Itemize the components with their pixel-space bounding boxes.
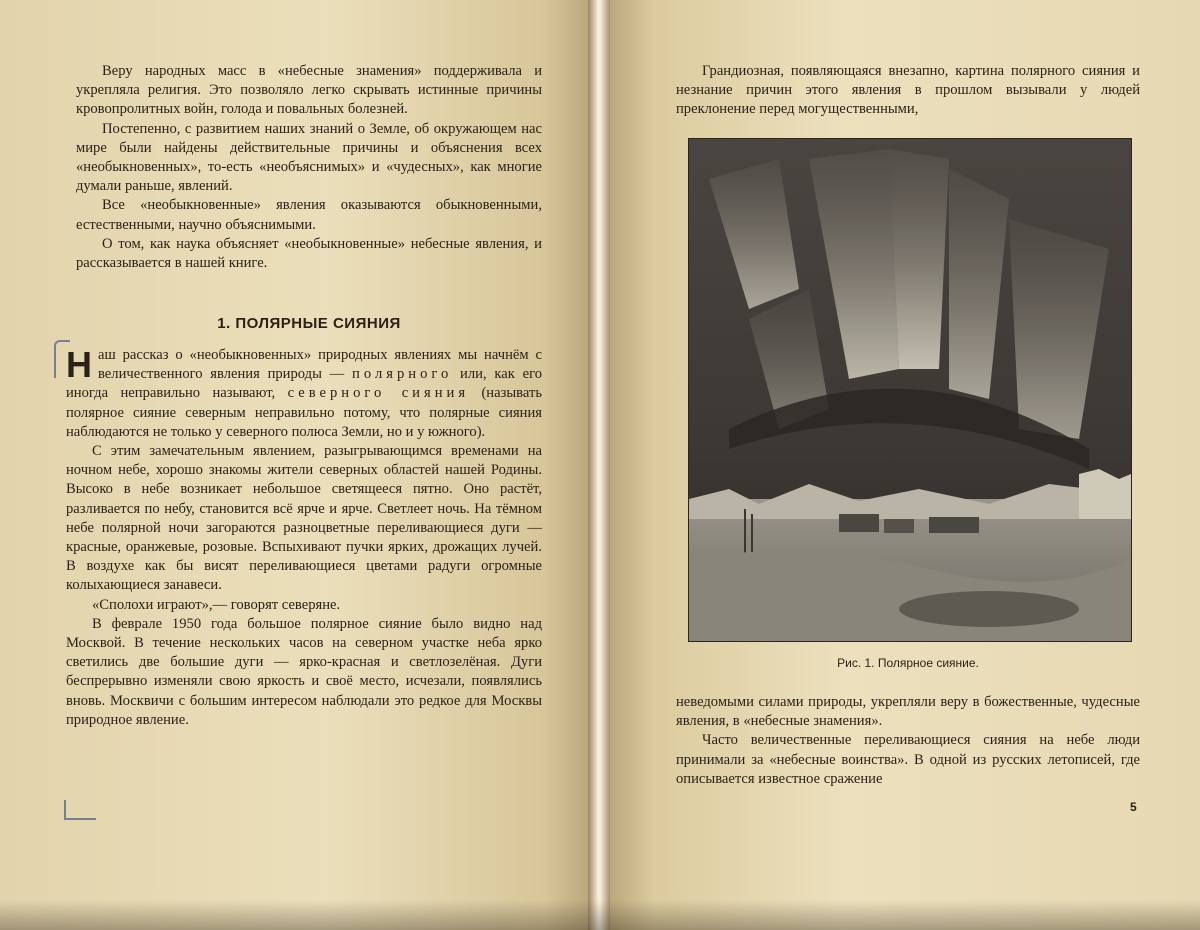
right-bottom-text xyxy=(676,693,1140,789)
page-bottom-shadow xyxy=(0,900,1200,930)
body-paragraph: Грандиозная, появляющаяся внезапно, картина полярного сияния и незнание причин этого явления в прошлом вызывали у людей преклонение перед могущественными, xyxy=(676,63,1140,118)
term-polar: полярного xyxy=(352,366,453,383)
aurora-illustration xyxy=(688,138,1132,642)
body-paragraph: неведомыми силами природы, укрепляли веру в божественные, чудесные явления, в «небесные знамения». xyxy=(676,694,1140,730)
dropcap: Н xyxy=(66,344,92,385)
body-paragraph: С этим замечательным явлением, разыгрывающимся временами на ночном небе, хорошо знакомы жители северных областей нашей Родины. Высоко в небе возникает небольшое светящееся пятно. Оно растёт, разливается по небу, становится всё ярче и ярче. Светлеет ночь. На тёмном небе полярной ночи загораются разноцветные переливающиеся дуги — красные, оранжевые, розовые. Вспыхивают пучки ярких, дрожащих лучей. В воздухе как бы висят переливающиеся цветами радуги огромные колыхающиеся занавеси. xyxy=(66,443,542,594)
left-body-text xyxy=(66,346,542,730)
body-paragraph: Наш рассказ о «необыкновенных» природных явлениях мы начнём с величественного явления природы — полярного или, как его иногда неправильно называют, северного сияния (называть полярное сияние северным неправильно потому, что полярные сияния наблюдаются не только у северного полюса Земли, но и у южного). xyxy=(66,344,542,440)
intro-paragraph: Веру народных масс в «небесные знамения» поддерживала и укрепляла религия. Это позволяло легко скрывать истинные причины кровопролитных войн, голода и повальных болезней. xyxy=(76,63,542,118)
section-title: 1. ПОЛЯРНЫЕ СИЯНИЯ xyxy=(217,315,401,332)
aurora-engraving xyxy=(689,139,1131,641)
body-paragraph: В феврале 1950 года большое полярное сияние было видно над Москвой. В течение нескольких часов на северном участке неба ярко светились две большие дуги — ярко-красная и светлозелёная. Дуги беспрерывно изменяли свою яркость и своё место, исчезали, появлялись вновь. Москвичи с большим интересом наблюдали это редкое для Москвы природное явление. xyxy=(66,615,542,728)
pencil-mark xyxy=(64,800,96,820)
term-northern: северного сияния xyxy=(287,385,470,402)
left-intro-text xyxy=(76,62,542,273)
intro-paragraph: Постепенно, с развитием наших знаний о Земле, об окружающем нас мире были найдены действительные причины и объяснения всех «необыкновенных», то-есть «необъяснимых» и «чудесных», как многие думали раньше, явлений. xyxy=(76,120,542,195)
right-top-text xyxy=(676,62,1140,120)
intro-paragraph: О том, как наука объясняет «необыкновенные» небесные явления, и рассказывается в нашей книге. xyxy=(76,235,542,272)
figure-caption: Рис. 1. Полярное сияние. xyxy=(837,656,979,670)
body-paragraph: «Сполохи играют»,— говорят северяне. xyxy=(92,596,341,613)
book-gutter xyxy=(588,0,610,930)
body-paragraph: Часто величественные переливающиеся сияния на небе люди принимали за «небесные воинства». В одной из русских летописей, где описывается известное сражение xyxy=(676,732,1140,787)
intro-paragraph: Все «необыкновенные» явления оказываются обыкновенными, естественными, научно объяснимыми. xyxy=(76,197,542,233)
page-number: 5 xyxy=(1130,800,1137,814)
